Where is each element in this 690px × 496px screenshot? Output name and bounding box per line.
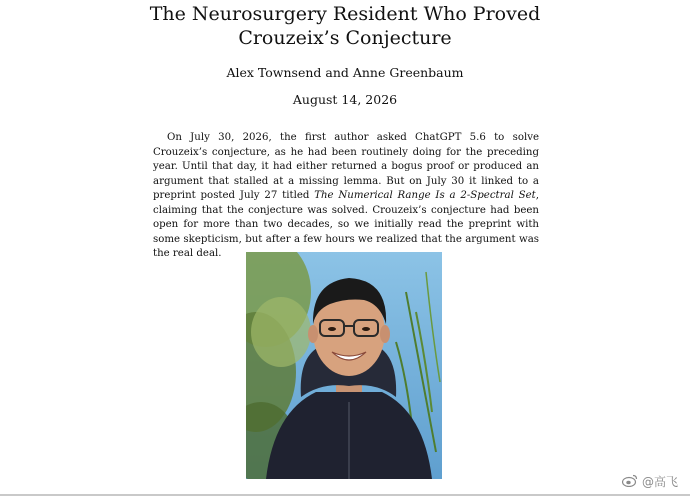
title-line-1: The Neurosurgery Resident Who Proved <box>149 3 541 25</box>
abstract-text-end: , claiming that the conjecture was solved. Crouzeix’s conjecture had been open for more than two decades, so we initially read the preprint with some skepticism, but after a few hours we realized that the argument was the real deal. <box>153 190 539 259</box>
author-photo <box>246 252 442 479</box>
watermark-text: @高飞 <box>641 475 678 489</box>
title-line-2: Crouzeix’s Conjecture <box>238 27 452 49</box>
paper-title <box>0 2 690 50</box>
weibo-watermark <box>622 473 678 490</box>
weibo-icon <box>622 474 638 490</box>
abstract-paragraph <box>153 131 539 262</box>
paper-date: August 14, 2026 <box>292 92 398 107</box>
preprint-title: The Numerical Range Is a 2-Spectral Set <box>314 190 536 201</box>
abstract-text-start: On July 30, 2026, the first author asked ChatGPT 5.6 to solve Crouzeix’s conjecture, as he had been routinely doing for the preceding year. Until that day, it had either returned a bogus proof or produced an argument that stalled at a missing lemma. But on July 30 it linked to a preprint posted July 27 titled <box>153 132 539 201</box>
paper-authors: Alex Townsend and Anne Greenbaum <box>226 65 464 80</box>
